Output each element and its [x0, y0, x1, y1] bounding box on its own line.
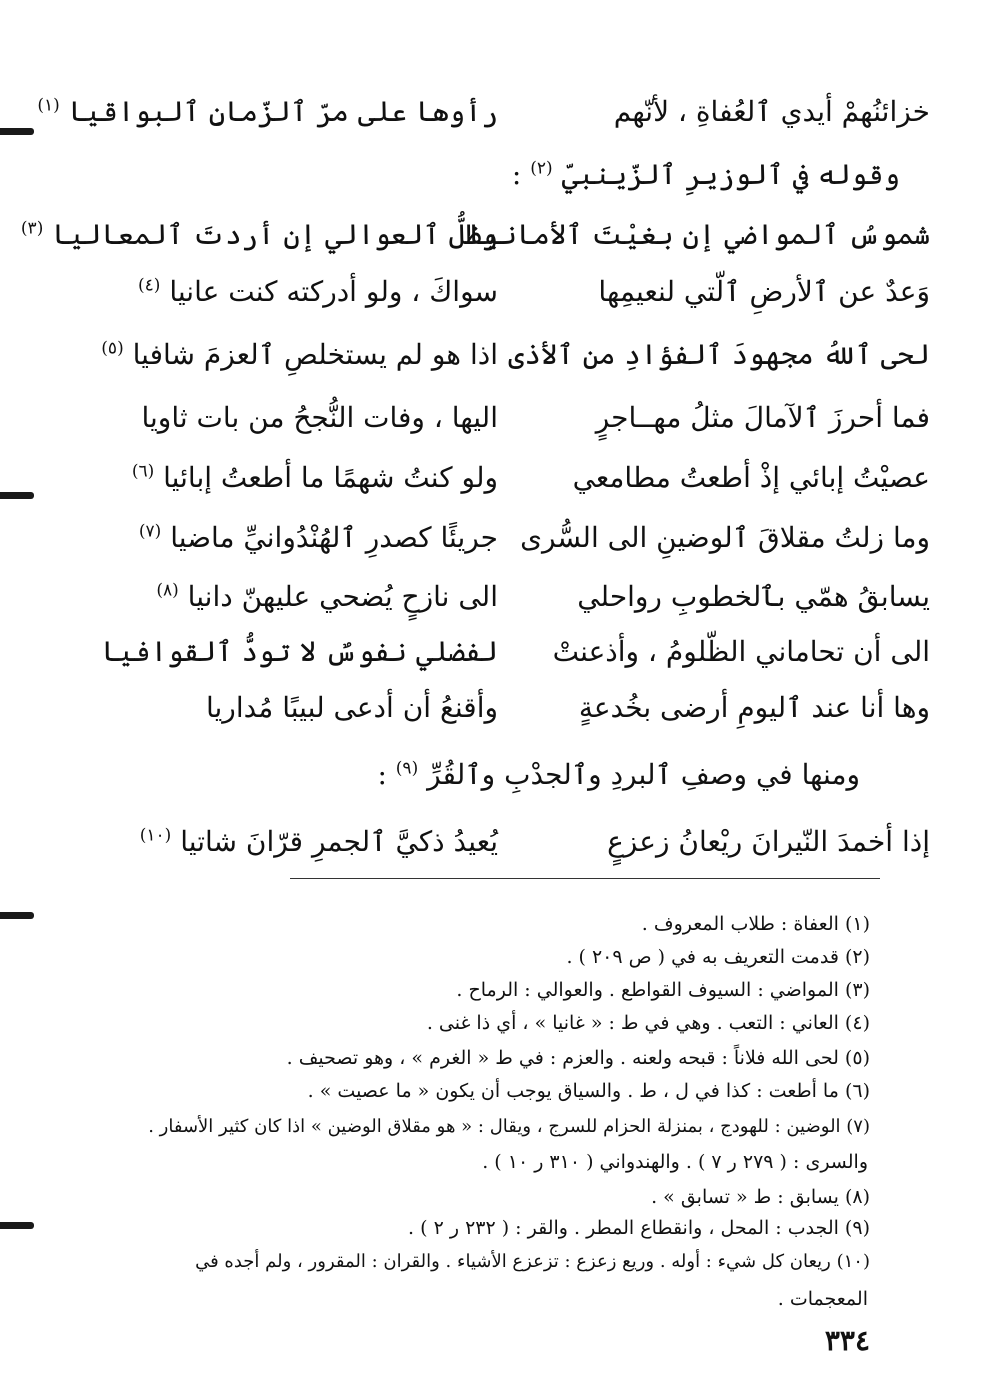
verse-text: الى نازحٍ يُضحي عليهنّ دانيا	[187, 580, 498, 613]
verse-second-hemistich	[101, 335, 498, 375]
verse-first-hemistich: يسابقُ همّي بٱلخطوبِ رواحلي	[577, 580, 930, 613]
scan-edge-mark	[0, 492, 34, 499]
verse-second-hemistich	[101, 632, 498, 672]
poem-introduction	[512, 155, 900, 195]
verse-second-hemistich	[139, 822, 498, 862]
verse-first-hemistich: وها أنا عند ٱليومِ أرضى بخُدعةٍ	[578, 691, 930, 724]
footnote: (٤) العاني : التعب . وهي في ط : « غانيا » ، أي ذا غنى .	[426, 1012, 870, 1034]
page-number: ٣٣٤	[824, 1324, 870, 1357]
footnote: (٨) يسابق : ط « تسابق » .	[651, 1186, 870, 1208]
footnote: (٣) المواضي : السيوف القواطع . والعوالي : الرماح .	[456, 979, 870, 1001]
verse-text: جريئًا كصدرِ ٱلهُنْدُوانيِّ ماضيا	[170, 521, 498, 554]
verse-first-hemistich: شموسُ ٱلمواضي إن بغيْتَ ٱلأمانيا	[467, 218, 930, 251]
verse-second-hemistich	[138, 518, 498, 558]
footnote-continuation: المعجمات .	[777, 1288, 868, 1310]
verse-second-hemistich	[158, 688, 498, 728]
footnote: (٩) الجدب : المحل ، وانقطاع المطر . والقر : ( ٢٣٢ ر ٢ ) .	[408, 1217, 870, 1239]
footnote-marker: (١٠)	[139, 825, 172, 846]
footnote-continuation: والسرى : ( ٢٧٩ ر ٧ ) . والهندواني ( ٣١٠ ر ١٠ ) .	[482, 1151, 868, 1173]
verse-first-hemistich: وَعدٌ عن ٱلأرضِ ٱلّتي لنعيمِها	[598, 275, 930, 308]
footnote-separator	[290, 878, 880, 879]
intro-text: ومنها في وصفِ ٱلبردِ وٱلجدْبِ وٱلقُرِّ	[427, 758, 860, 791]
verse-second-hemistich	[20, 215, 498, 255]
verse-second-hemistich	[137, 272, 498, 312]
verse-first-hemistich: فما أحرزَ ٱلآمالَ مثلُ مهــاجرٍ	[595, 401, 930, 434]
verse-text: اليها ، وفات النُّجحُ من بات ثاويا	[141, 401, 498, 434]
footnote: (٦) ما أطعت : كذا في ل ، ط . والسياق يوجب أن يكون « ما عصيت » .	[307, 1080, 870, 1102]
verse-text: وأقنعُ أن أدعى لبيبًا مُداريا	[205, 691, 498, 724]
footnote-marker: (٤)	[137, 275, 161, 296]
verse-text: يُعيدُ ذكيَّ ٱلجمرِ قرّانَ شاتيا	[180, 825, 498, 858]
intro-text: وقوله في ٱلوزيرِ ٱلزّينبيّ	[561, 158, 900, 191]
verse-second-hemistich	[37, 92, 498, 132]
footnote: (٧) الوضين : للهودج ، بمنزلة الحزام للسرج ، ويقال : « هو مقلاق الوضين » اذا كان كثير الأسفار .	[148, 1116, 870, 1137]
footnote-marker: (٧)	[138, 521, 162, 542]
footnote-marker: (٢)	[530, 158, 553, 179]
verse-first-hemistich: لحى ٱللهُ مجهودَ ٱلفؤادِ من ٱلأذى	[508, 338, 930, 371]
footnote-marker: (١)	[37, 95, 60, 116]
footnote: (٥) لحى الله فلاناً : قبحه ولعنه . والعزم : في ط « الغرم » ، وهو تصحيف .	[286, 1047, 870, 1069]
verse-text: رأوها على مرّ ٱلزّمانِ ٱلبواقيا	[68, 95, 498, 128]
verse-first-hemistich: الى أن تحاماني الظّلومُ ، وأذعنتْ	[552, 635, 930, 668]
footnote-marker: (٣)	[20, 218, 44, 239]
footnote-marker: (٦)	[131, 461, 155, 482]
poem-introduction	[377, 755, 860, 795]
verse-first-hemistich: خزائنُهمْ أيدي ٱلعُفاةِ ، لأنّهم	[613, 95, 930, 128]
verse-first-hemistich: وما زلتُ مقلاقَ ٱلوضينِ الى السُّرى	[520, 521, 930, 554]
scan-edge-mark	[0, 912, 34, 919]
footnote: (١) العفاة : طلاب المعروف .	[641, 913, 870, 935]
scan-edge-mark	[0, 1222, 34, 1229]
footnote: (٢) قدمت التعريف به في ( ص ٢٠٩ ) .	[566, 946, 870, 968]
footnote-marker: (٥)	[101, 338, 124, 359]
footnote-marker: (٩)	[395, 758, 419, 779]
verse-text: لفضلي نفوسٌ لا تودُّ ٱلقوافيا	[101, 635, 498, 668]
scan-edge-mark	[0, 128, 34, 135]
verse-second-hemistich	[141, 398, 498, 438]
footnote: (١٠) ريعان كل شيء : أوله . وريع زعزع : تزعزع الأشياء . والقران : المقرور ، ولم أجده في	[195, 1251, 870, 1272]
intro-colon: :	[511, 158, 522, 191]
verse-second-hemistich	[158, 577, 498, 617]
verse-text: ولو كنتُ شهمًا ما أطعتُ إبائيا	[163, 461, 498, 494]
verse-text: اذا هو لم يستخلصِ ٱلعزمَ شافيا	[132, 338, 498, 371]
verse-text: وظلُّ ٱلعوالي إن أردتَ ٱلمعاليا	[52, 218, 498, 251]
verse-first-hemistich: إذا أخمدَ النّيرانَ ريْعانُ زعزعٍ	[607, 825, 930, 858]
verse-first-hemistich: عصيْتُ إبائي إذْ أطعتُ مطامعي	[572, 461, 930, 494]
verse-second-hemistich	[131, 458, 498, 498]
verse-text: سواكَ ، ولو أدركته كنت عانيا	[169, 275, 498, 308]
footnote-marker: (٨)	[156, 580, 179, 601]
intro-colon: :	[377, 758, 387, 791]
